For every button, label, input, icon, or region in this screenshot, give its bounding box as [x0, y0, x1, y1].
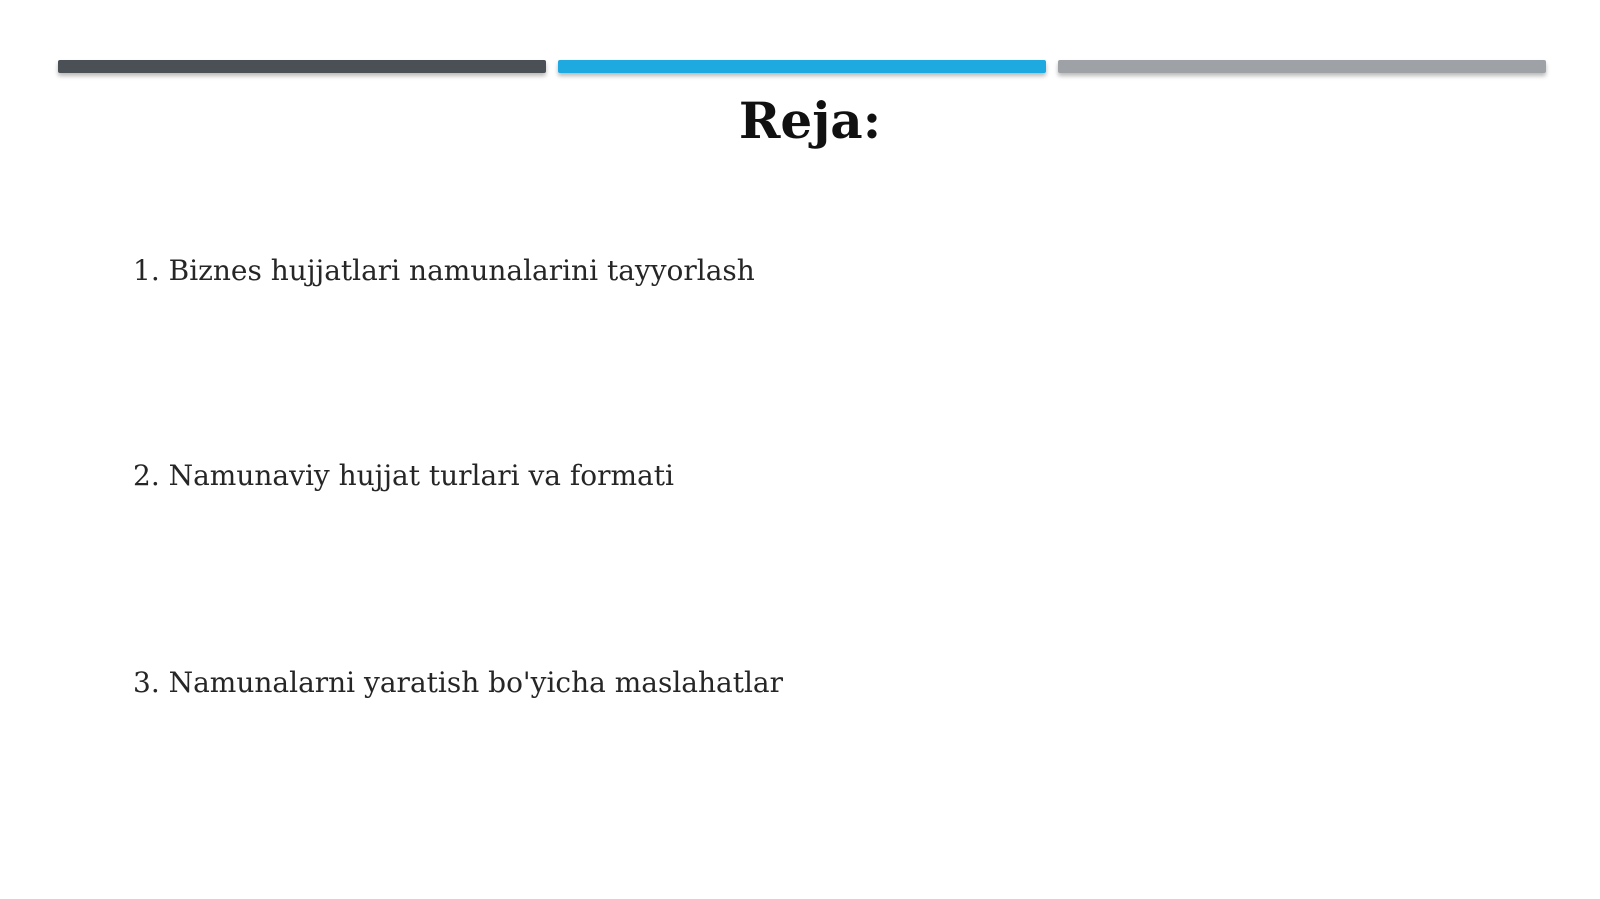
slide-title: Reja: [738, 91, 882, 150]
top-bar-dark [58, 60, 546, 73]
agenda-item-1: 1. Biznes hujjatlari namunalarini tayyorlash [133, 254, 755, 287]
top-bar-blue [558, 60, 1046, 73]
agenda-item-2: 2. Namunaviy hujjat turlari va formati [133, 459, 674, 492]
agenda-item-3: 3. Namunalarni yaratish bo'yicha maslahatlar [133, 666, 783, 699]
top-bar-gray [1058, 60, 1546, 73]
